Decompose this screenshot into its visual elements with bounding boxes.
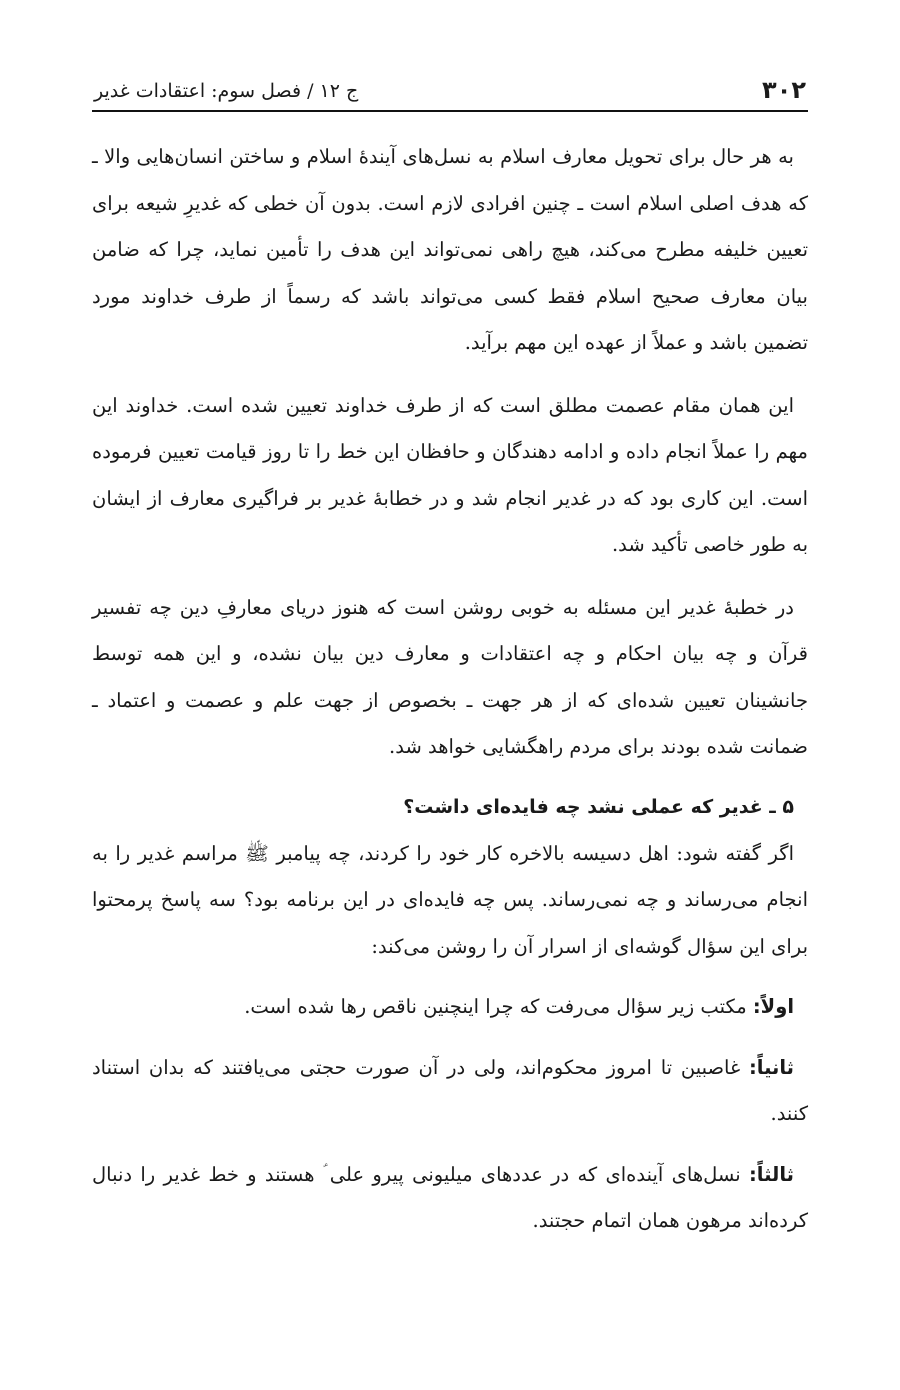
running-title: ج ۱۲ / فصل سوم: اعتقادات غدیر <box>94 80 359 102</box>
answer-text: نسل‌های آینده‌ای که در عددهای میلیونی پیرو علی ؑ هستند و خط غدیر را دنبال کرده‌اند مرهون همان اتمام حجتند. <box>92 1162 808 1232</box>
book-page <box>92 58 808 1245</box>
answer-label: ثانیاً: <box>748 1055 794 1079</box>
body-paragraph: در خطبۀ غدیر این مسئله به خوبی روشن است که هنوز دریای معارفِ دین چه تفسیر قرآن و چه بیان احکام و چه اعتقادات و معارف دین بیان نشده، و این همه توسط جانشینان تعیین شده‌ای که از هر جهت ـ بخصوص از جهت علم و عصمت و اعتماد ـ ضمانت شده بودند برای مردم راهگشایی خواهد شد. <box>92 595 808 758</box>
answer-label: ثالثاً: <box>748 1162 794 1186</box>
section-heading: ۵ ـ غدیر که عملی نشد چه فایده‌ای داشت؟ <box>403 795 794 818</box>
answer-label: اولاً: <box>752 995 794 1018</box>
running-header <box>92 58 808 112</box>
page-body <box>92 134 808 1245</box>
answer-point-third <box>92 1152 808 1245</box>
answer-text: مکتب زیر سؤال می‌رفت که چرا اینچنین ناقص رها شده است. <box>244 995 753 1018</box>
answer-point-second <box>92 1045 808 1138</box>
answer-point-first <box>92 984 808 1031</box>
answer-text: غاصبین تا امروز محکوم‌اند، ولی در آن صورت حجتی می‌یافتند که بدان استناد کنند. <box>92 1055 808 1125</box>
page-number: ۳۰۲ <box>762 76 806 104</box>
section-intro-paragraph: اگر گفته شود: اهل دسیسه بالاخره کار خود را کردند، چه پیامبر ﷺ مراسم غدیر را به انجام می‌رساند و چه نمی‌رساند. پس چه فایده‌ای در این برنامه بود؟ سه پاسخ پرمحتوا برای این سؤال گوشه‌ای از اسرار آن را روشن می‌کند: <box>92 841 808 958</box>
body-paragraph: به هر حال برای تحویل معارف اسلام به نسل‌های آیندۀ اسلام و ساختن انسان‌هایی والا ـ که هدف اصلی اسلام است ـ چنین افرادی لازم است. بدون آن خطی که غدیرِ شیعه برای تعیین خلیفه مطرح می‌کند، هیچ راهی نمی‌تواند این هدف را تأمین نماید، چرا که ضامن بیان معارف صحیح اسلام فقط کسی می‌تواند باشد که رسماً از طرف خداوند مورد تضمین باشد و عملاً از عهده این مهم برآید. <box>92 145 808 354</box>
body-paragraph: این همان مقام عصمت مطلق است که از طرف خداوند تعیین شده است. خداوند این مهم را عملاً انجام داده و ادامه دهندگان و حافظان این خط را تا روز قیامت تعیین فرموده است. این کاری بود که در غدیر انجام شد و در خطابۀ غدیر بر فراگیری معارف از ایشان به طور خاصی تأکید شد. <box>92 393 808 556</box>
